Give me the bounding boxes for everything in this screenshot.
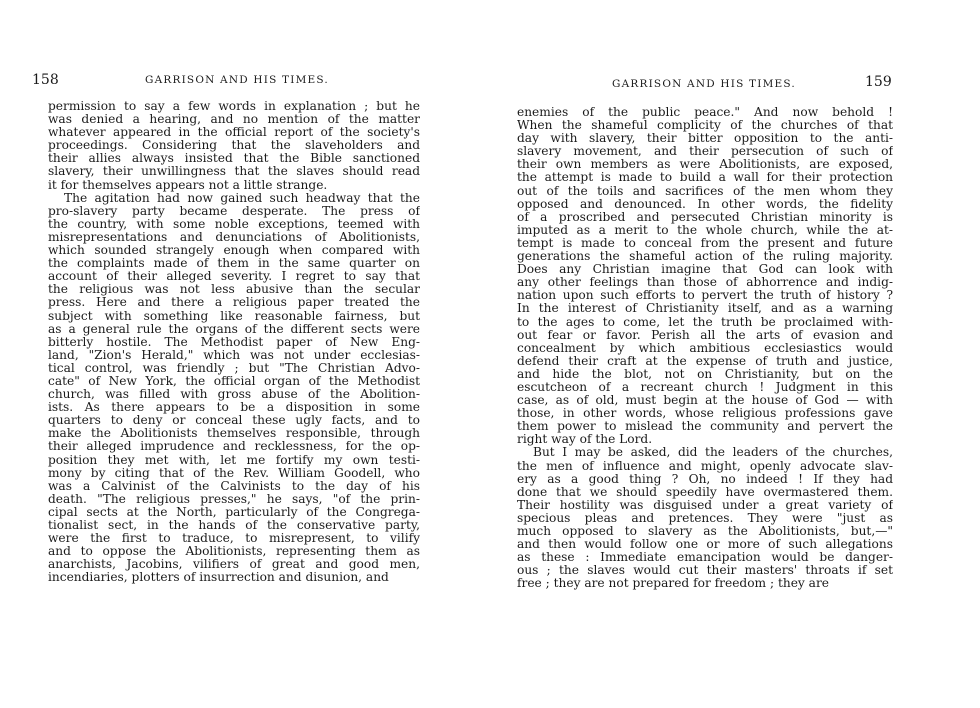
text-line: defend their craft at the expense of truth and justice,: [517, 354, 893, 368]
text-line: those, in other words, whose religious professions gave: [517, 407, 893, 421]
text-line: misrepresentations and denunciations of Abolitionists,: [48, 230, 420, 244]
text-line: were the first to traduce, to misrepresent, to vilify: [48, 532, 420, 546]
text-line: and hide the blot, not on Christianity, but on the: [517, 367, 893, 381]
text-line: tical control, was friendly ; but "The Christian Advo-: [48, 361, 420, 375]
text-line: generations the shameful action of the ruling majority.: [517, 250, 893, 264]
text-line: right way of the Lord.: [517, 433, 653, 447]
text-line: was denied a hearing, and no mention of the matter: [48, 113, 420, 127]
text-line: land, "Zion's Herald," which was not under ecclesias-: [48, 348, 420, 362]
text-line: out fear or favor. Perish all the arts of evasion and: [517, 328, 893, 342]
text-line: cate" of New York, the official organ of the Methodist: [48, 374, 420, 388]
text-line: When the shameful complicity of the churches of that: [517, 119, 893, 133]
text-line: the complaints made of them in the same quarter on: [48, 257, 420, 271]
text-line: cipal sects at the North, particularly of the Congrega-: [48, 505, 420, 519]
left-running-head: GARRISON AND HIS TIMES.: [145, 74, 329, 86]
text-line: account of their alleged severity. I regret to say that: [48, 270, 420, 284]
text-line: their own members as were Abolitionists, are exposed,: [517, 158, 893, 172]
text-line: tempt is made to conceal from the present and future: [517, 236, 893, 250]
text-line: out of the toils and sacrifices of the men whom they: [517, 184, 893, 198]
text-line: specious pleas and pretences. They were "just as: [517, 511, 893, 525]
text-line: incendiaries, plotters of insurrection and disunion, and: [48, 571, 389, 585]
text-line: make the Abolitionists themselves responsible, through: [48, 427, 420, 441]
text-line: their allies always insisted that the Bible sanctioned: [48, 152, 420, 166]
left-page-number: 158: [32, 72, 59, 88]
text-line: quarters to deny or conceal these ugly facts, and to: [48, 414, 420, 428]
text-line: permission to say a few words in explanation ; but he: [48, 100, 420, 113]
text-line: opposed and denounced. In other words, the fidelity: [517, 197, 893, 211]
text-line: whatever appeared in the official report of the society's: [48, 126, 420, 140]
text-line: them power to mislead the community and pervert the: [517, 420, 893, 434]
text-line: position they met with, let me fortify my own testi-: [48, 453, 420, 467]
left-page-body: [48, 100, 420, 584]
text-line: and then would follow one or more of such allegations: [517, 538, 893, 552]
text-line: done that we should speedily have overmastered them.: [517, 485, 893, 499]
right-page: [490, 0, 980, 708]
text-line: of a proscribed and persecuted Christian minority is: [517, 210, 893, 224]
text-line: any other feelings than those of abhorrence and indig-: [517, 276, 893, 290]
text-line: church, was filled with gross abuse of the Abolition-: [48, 388, 420, 402]
text-line: pro-slavery party became desperate. The press of: [48, 204, 420, 218]
text-line: nation upon such efforts to pervert the truth of history ?: [517, 289, 893, 303]
text-line: to the ages to come, let the truth be proclaimed with-: [517, 315, 893, 329]
text-line: anarchists, Jacobins, vilifiers of great and good men,: [48, 558, 420, 572]
text-line: The agitation had now gained such headway that the: [64, 191, 420, 205]
text-line: their alleged imprudence and recklessness, for the op-: [48, 440, 420, 454]
text-line: In the interest of Christianity itself, and as a warning: [517, 302, 893, 316]
right-page-body: [517, 106, 893, 590]
text-line: ous ; the slaves would cut their masters' throats if set: [517, 564, 893, 578]
right-running-head: GARRISON AND HIS TIMES.: [612, 78, 796, 90]
text-line: it for themselves appears not a little strange.: [48, 178, 328, 192]
text-line: enemies of the public peace." And now behold !: [517, 106, 893, 119]
text-line: case, as of old, must begin at the house of God — with: [517, 394, 893, 408]
text-line: ery as a good thing ? Oh, no indeed ! If they had: [517, 472, 893, 486]
text-line: proceedings. Considering that the slaveholders and: [48, 139, 420, 153]
text-line: bitterly hostile. The Methodist paper of New Eng-: [48, 335, 420, 349]
text-line: slavery movement, and their persecution of such of: [517, 145, 893, 159]
text-line: the men of influence and might, openly advocate slav-: [517, 459, 893, 473]
text-line: was a Calvinist of the Calvinists to the day of his: [48, 479, 420, 493]
text-line: escutcheon of a recreant church ! Judgment in this: [517, 380, 893, 394]
text-line: as a general rule the organs of the different sects were: [48, 322, 420, 336]
text-line: mony by citing that of the Rev. William Goodell, who: [48, 466, 420, 480]
text-line: death. "The religious presses," he says, "of the prin-: [48, 492, 420, 506]
right-page-number: 159: [865, 74, 892, 90]
text-line: the country, with some noble exceptions, teemed with: [48, 217, 420, 231]
text-line: Their hostility was disguised under a great variety of: [517, 498, 893, 512]
text-line: ists. As there appears to be a disposition in some: [48, 401, 420, 415]
text-line: free ; they are not prepared for freedom ; they are: [517, 577, 829, 591]
text-line: tionalist sect, in the hands of the conservative party,: [48, 519, 420, 532]
text-line: day with slavery, their bitter opposition to the anti-: [517, 132, 893, 146]
text-line: much opposed to slavery as the Abolitionists, but,—": [517, 525, 893, 538]
text-line: Does any Christian imagine that God can look with: [517, 263, 893, 277]
text-line: the religious was not less abusive than the secular: [48, 283, 420, 297]
text-line: the attempt is made to build a wall for their protection: [517, 171, 893, 185]
text-line: as these : Immediate emancipation would be danger-: [517, 551, 893, 565]
text-line: imputed as a merit to the whole church, while the at-: [517, 223, 893, 237]
text-line: concealment by which ambitious ecclesiastics would: [517, 341, 893, 355]
text-line: which sounded strangely enough when compared with: [48, 244, 420, 258]
text-line: subject with something like reasonable fairness, but: [48, 309, 420, 323]
text-line: slavery, their unwillingness that the slaves should read: [48, 165, 420, 179]
text-line: and to oppose the Abolitionists, representing them as: [48, 545, 420, 559]
text-line: But I may be asked, did the leaders of the churches,: [533, 446, 893, 460]
text-line: press. Here and there a religious paper treated the: [48, 296, 420, 310]
